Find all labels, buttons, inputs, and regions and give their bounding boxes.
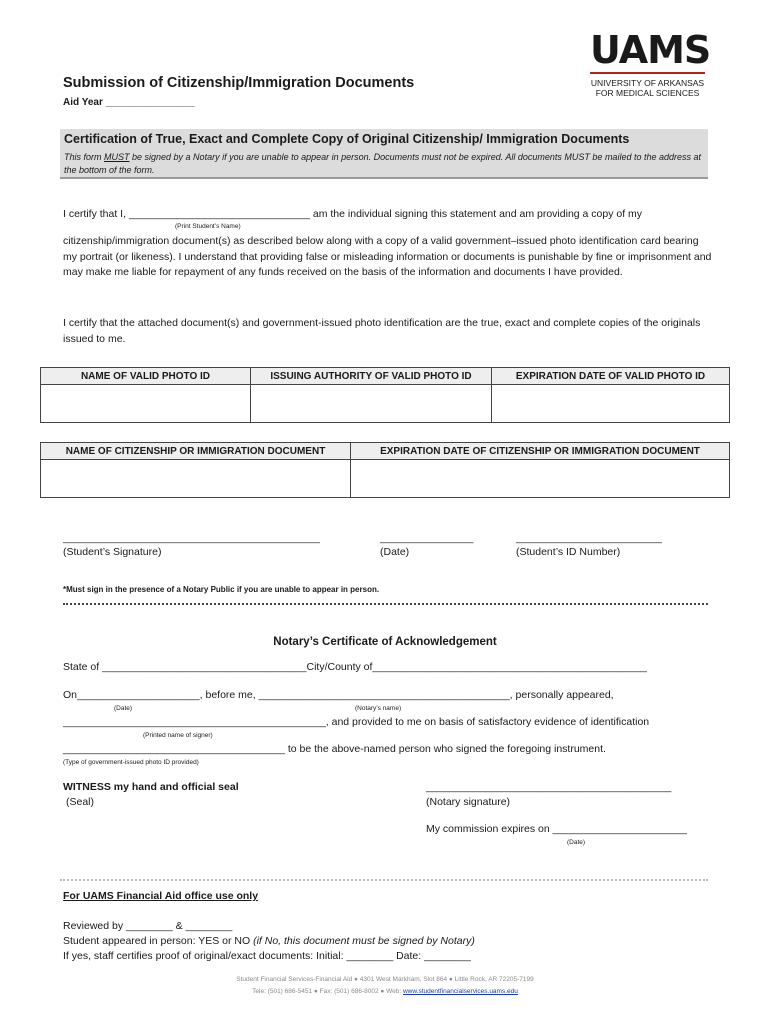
printed-signer-label: (Printed name of signer) <box>143 732 213 739</box>
staff-certifies-field[interactable]: If yes, staff certifies proof of original/exact documents: Initial: ________ Date: ________ <box>63 950 471 962</box>
type-id-label: (Type of government-issued photo ID provided) <box>63 759 199 766</box>
citizenship-doc-expiration-cell[interactable] <box>351 460 730 498</box>
notary-date-label: (Date) <box>114 705 133 712</box>
col-citizenship-doc-name: NAME OF CITIZENSHIP OR IMMIGRATION DOCUMENT <box>41 443 351 460</box>
reviewed-by-field[interactable]: Reviewed by ________ & ________ <box>63 920 233 932</box>
aid-year-field[interactable]: Aid Year ________________ <box>63 97 195 108</box>
col-citizenship-doc-expiration: EXPIRATION DATE OF CITIZENSHIP OR IMMIGRATION DOCUMENT <box>351 443 730 460</box>
footer-contact <box>0 988 770 995</box>
above-named-field[interactable]: ______________________________________ to be the above-named person who signed the foregoing instrument. <box>63 743 606 755</box>
state-county-field[interactable]: State of ___________________________________City/County of_______________________________________________ <box>63 661 647 673</box>
citizenship-doc-name-cell[interactable] <box>41 460 351 498</box>
notary-requirement-note: *Must sign in the presence of a Notary Public if you are unable to appear in person. <box>63 585 380 594</box>
certification-banner <box>60 129 708 179</box>
cert-line-1[interactable]: I certify that I, _______________________________ am the individual signing this statement and am providing a copy of my <box>63 208 643 220</box>
student-id-label: (Student’s ID Number) <box>516 546 621 558</box>
appeared-text[interactable]: Student appeared in person: YES or NO <box>63 935 254 947</box>
notary-signature-label: (Notary signature) <box>426 796 511 808</box>
page-title: Submission of Citizenship/Immigration Documents <box>63 75 415 91</box>
col-photo-id-name: NAME OF VALID PHOTO ID <box>41 368 251 385</box>
student-signature-line[interactable]: ____________________________________________ <box>63 532 320 544</box>
date-label: (Date) <box>380 546 410 558</box>
witness-statement: WITNESS my hand and official seal <box>63 781 239 793</box>
notary-signature-line[interactable]: __________________________________________ <box>426 781 672 793</box>
photo-id-expiration-cell[interactable] <box>492 385 730 423</box>
print-name-label: (Print Student’s Name) <box>175 223 241 230</box>
appeared-note: (if No, this document must be signed by Notary) <box>253 935 475 947</box>
section-divider <box>63 603 708 605</box>
photo-id-name-cell[interactable] <box>41 385 251 423</box>
footer-web-link[interactable]: www.studentfinancialservices.uams.edu <box>402 988 518 995</box>
appeared-in-person <box>63 935 475 947</box>
notary-heading: Notary’s Certificate of Acknowledgement <box>273 636 497 648</box>
date-line[interactable]: ________________ <box>380 532 474 544</box>
col-photo-id-expiration: EXPIRATION DATE OF VALID PHOTO ID <box>492 368 730 385</box>
office-divider <box>60 879 708 881</box>
photo-id-table <box>40 367 730 423</box>
commission-date-label: (Date) <box>567 839 586 846</box>
issuing-authority-cell[interactable] <box>251 385 492 423</box>
logo-rule <box>590 72 705 74</box>
footer-phone-fax: Tele: (501) 686-5451 ● Fax: (501) 686-8002 ● Web: <box>252 988 403 995</box>
footer-address: Student Financial Services-Financial Aid ● 4301 West Markham, Slot 864 ● Little Rock, AR 72205-7199 <box>236 976 534 983</box>
notary-name-label: (Notary’s name) <box>355 705 402 712</box>
provided-identification-field[interactable]: _____________________________________________, and provided to me on basis of satisfactory evidence of identification <box>63 716 650 728</box>
banner-heading: Certification of True, Exact and Complete Copy of Original Citizenship/ Immigration Documents <box>64 132 630 146</box>
seal-label: (Seal) <box>66 796 95 808</box>
uams-logo <box>590 28 711 98</box>
banner-text-b: be signed by a Notary if you are unable to appear in person. Documents must not be expired. All documents MUST be mailed to the address at the bottom of the form. <box>64 152 701 175</box>
banner-must: MUST <box>104 152 130 162</box>
office-use-heading: For UAMS Financial Aid office use only <box>63 890 259 902</box>
student-signature-label: (Student’s Signature) <box>63 546 162 558</box>
student-id-line[interactable]: _________________________ <box>516 532 662 544</box>
banner-text-a: This form <box>64 152 105 162</box>
cert-body: citizenship/immigration document(s) as described below along with a copy of a valid government–issued photo identification card bearing my portrait (or likeness). I understand that providing false or misleading information or documents is punishable by fine or imprisonment and may make me liable for repayment of any funds received on the basis of the information and documents I have provided. <box>63 235 712 279</box>
citizenship-doc-table <box>40 442 730 498</box>
logo-line-2: FOR MEDICAL SCIENCES <box>595 88 700 98</box>
commission-expires-field[interactable]: My commission expires on _______________________ <box>426 823 687 835</box>
logo-wordmark: UAMS <box>590 28 711 72</box>
cert-para-2: I certify that the attached document(s) and government-issued photo identification are the true, exact and complete copies of the originals issued to me. <box>63 317 701 345</box>
logo-line-1: UNIVERSITY OF ARKANSAS <box>590 78 705 88</box>
col-issuing-authority: ISSUING AUTHORITY OF VALID PHOTO ID <box>251 368 492 385</box>
on-before-me-field[interactable]: On_____________________, before me, ___________________________________________, personally appeared, <box>63 689 614 701</box>
banner-instructions <box>64 151 704 177</box>
